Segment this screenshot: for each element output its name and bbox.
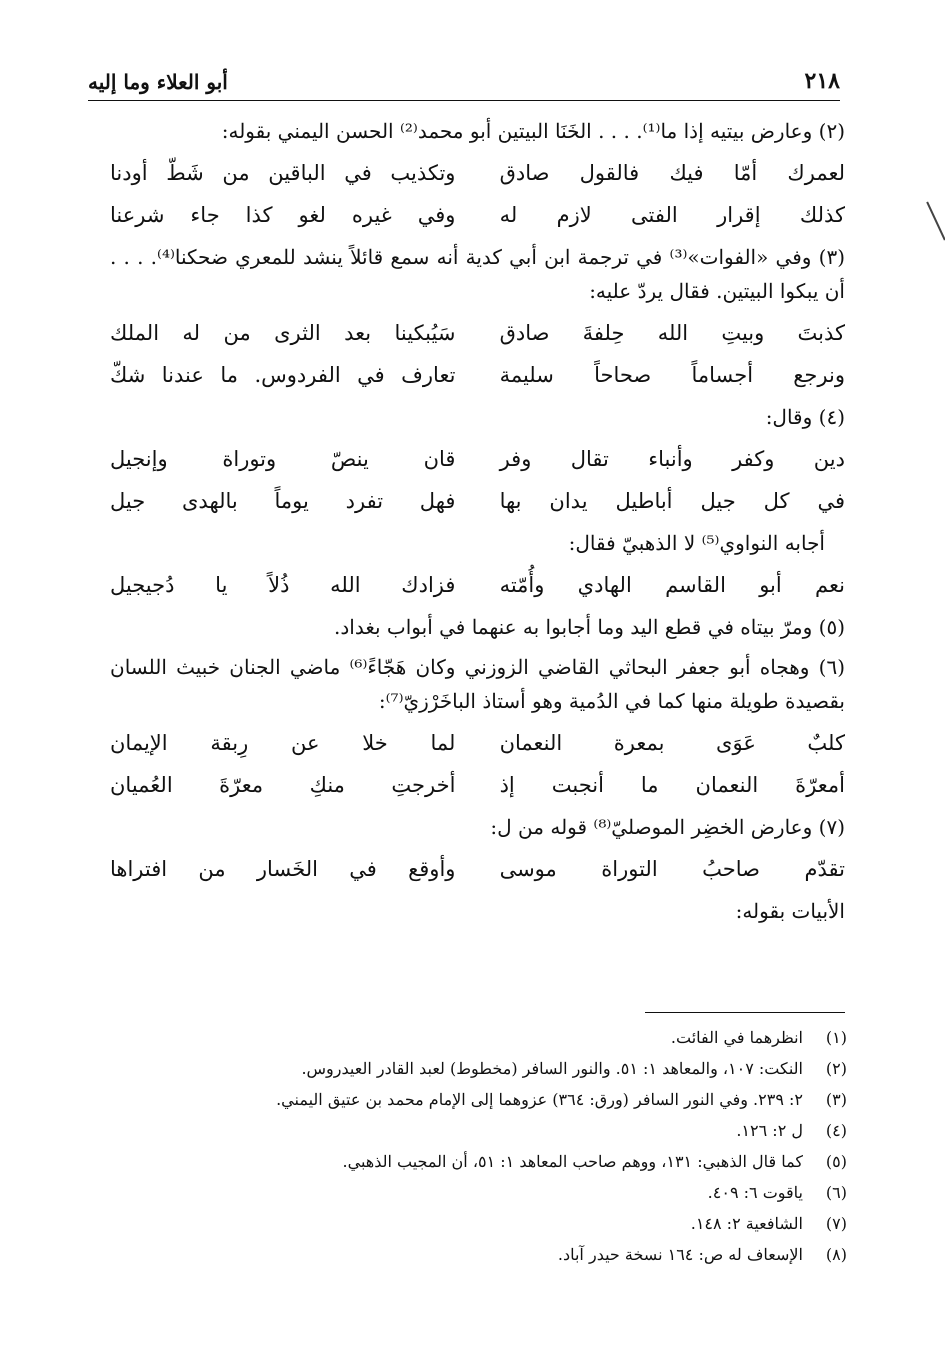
paragraph-6: (٦) وهجاه أبو جعفر البحاثي القاضي الزوزني وكان هَجّاءً⁽⁶⁾ ماضي الجنان خبيث اللسان بقصيدة طويلة منها كما في الدُمية وهو أستاذ الباخَرْزيّ⁽⁷⁾: (110, 655, 845, 713)
paragraph-5: (٥) ومرّ بيتاه في قطع اليد وما أجابوا به عنهما في أبواب بغداد. (334, 615, 845, 639)
verse-line (110, 768, 845, 802)
verse-line (110, 316, 845, 350)
footnote (180, 1146, 847, 1177)
paragraph-7: (٧) وعارض الخضِر الموصليّ⁽⁸⁾ قوله من ل: (490, 815, 845, 839)
footnote-number: (٢) (825, 1059, 847, 1078)
verse-line (110, 442, 845, 476)
verse-second-hemistich: وأوقع في الخَسار من افتراها (110, 857, 456, 881)
margin-pencil-mark (926, 202, 945, 241)
verse-line (110, 726, 845, 760)
verse-line (110, 852, 845, 886)
footnote (180, 1115, 847, 1146)
verse-first-hemistich: أمعرّةَ النعمان ما أنجبت إذ (499, 773, 845, 797)
page-header (88, 58, 840, 101)
paragraph-3: (٣) وفي «الفوات»⁽³⁾ في ترجمة ابن أبي كدية أنه سمع قائلاً ينشد للمعري ضحكنا⁽⁴⁾. . . . أن يبكوا البيتين. فقال يردّ عليه: (110, 245, 845, 303)
footnote (180, 1022, 847, 1053)
paragraph-7-continuation: الأبيات بقوله: (735, 899, 845, 923)
verse-first-hemistich: كلبٌ عَوَى بمعرة النعمان (499, 731, 845, 755)
footnote-number: (٤) (825, 1121, 847, 1140)
verse-line (110, 156, 845, 190)
footnote (180, 1239, 847, 1270)
verse-second-hemistich: وتكذيب في الباقين من شَطّ أودنا (110, 161, 456, 185)
verse-first-hemistich: في كل جيل أباطيل يدان بها (499, 489, 845, 513)
footnote-number: (٨) (825, 1245, 847, 1264)
verse-first-hemistich: تقدّم صاحبُ التوراة موسى (499, 857, 845, 881)
main-text (110, 114, 845, 934)
running-title: أبو العلاء وما إليه (88, 70, 228, 94)
verse-line (110, 568, 845, 602)
footnote (180, 1053, 847, 1084)
verse-second-hemistich: تعارف في الفردوس. ما عندنا شكّ (110, 363, 456, 387)
verse-first-hemistich: نعم أبو القاسم الهادي وأُمّته (499, 573, 845, 597)
page-number: ٢١٨ (804, 68, 840, 94)
footnote-text: كما قال الذهبي: ١٣١، ووهم صاحب المعاهد ١: ٥١، أن المجيب الذهبي. (342, 1152, 803, 1171)
verse-second-hemistich: فهل تفرد يوماً بالهدى جيل (110, 489, 456, 513)
verse-line (110, 198, 845, 232)
footnote-text: الإسعاف له ص: ١٦٤ نسخة حيدر آباد. (557, 1245, 803, 1264)
verse-second-hemistich: سَيُبكينا بعد الثرى من له الملك (110, 321, 456, 345)
verse-second-hemistich: وفي غيره لغو كذا جاء شرعنا (110, 203, 456, 227)
footnote-text: ل ٢: ١٢٦. (736, 1121, 803, 1140)
verse-first-hemistich: دين وكفر وأنباء تقال وفر (499, 447, 845, 471)
footnote (180, 1177, 847, 1208)
paragraph-2: (٢) وعارض بيتيه إذا ما⁽¹⁾. . . . الخَنَا البيتين أبو محمد⁽²⁾ الحسن اليمني بقوله: (221, 119, 845, 143)
footnote-number: (٣) (825, 1090, 847, 1109)
footnote-number: (١) (825, 1028, 847, 1047)
verse-first-hemistich: كذلك إقرار الفتى لازم له (499, 203, 845, 227)
footnote-text: ٢: ٢٣٩. وفي النور السافر (ورق: ٣٦٤) عزوهما إلى الإمام محمد بن عتيق اليمني. (276, 1090, 803, 1109)
footnote-text: الشافعية ٢: ١٤٨. (690, 1214, 803, 1233)
footnote-separator (645, 1012, 845, 1013)
verse-second-hemistich: أخرجتِ منكِ معرّةَ العُميان (110, 773, 456, 797)
footnote-number: (٧) (825, 1214, 847, 1233)
paragraph-4: (٤) وقال: (765, 405, 845, 429)
verse-second-hemistich: قان ينصّ وتوراة وإنجيل (110, 447, 456, 471)
verse-line (110, 358, 845, 392)
footnote-number: (٥) (825, 1152, 847, 1171)
footnote-text: ياقوت ٦: ٤٠٩. (707, 1183, 803, 1202)
footnote (180, 1208, 847, 1239)
paragraph-4-reply: أجابه النواوي⁽⁵⁾ لا الذهبيّ فقال: (568, 531, 825, 555)
footnote (180, 1084, 847, 1115)
verse-first-hemistich: كذبتَ وبيتِ الله حِلفةَ صادق (499, 321, 845, 345)
footnote-text: النكت: ١٠٧، والمعاهد ١: ٥١. والنور السافر (مخطوط) لعبد القادر العيدروس. (301, 1059, 803, 1078)
footnotes (180, 1022, 847, 1270)
verse-second-hemistich: لما خلا عن رِبقة الإيمان (110, 731, 456, 755)
verse-first-hemistich: لعمرك أمّا فيك فالقول صادق (499, 161, 845, 185)
footnote-number: (٦) (825, 1183, 847, 1202)
verse-second-hemistich: فزادك الله ذُلاً يا دُجيجيل (110, 573, 456, 597)
verse-first-hemistich: ونرجع أجساماً صحاحاً سليمة (499, 363, 845, 387)
verse-line (110, 484, 845, 518)
footnote-text: انظرهما في الفائت. (670, 1028, 803, 1047)
